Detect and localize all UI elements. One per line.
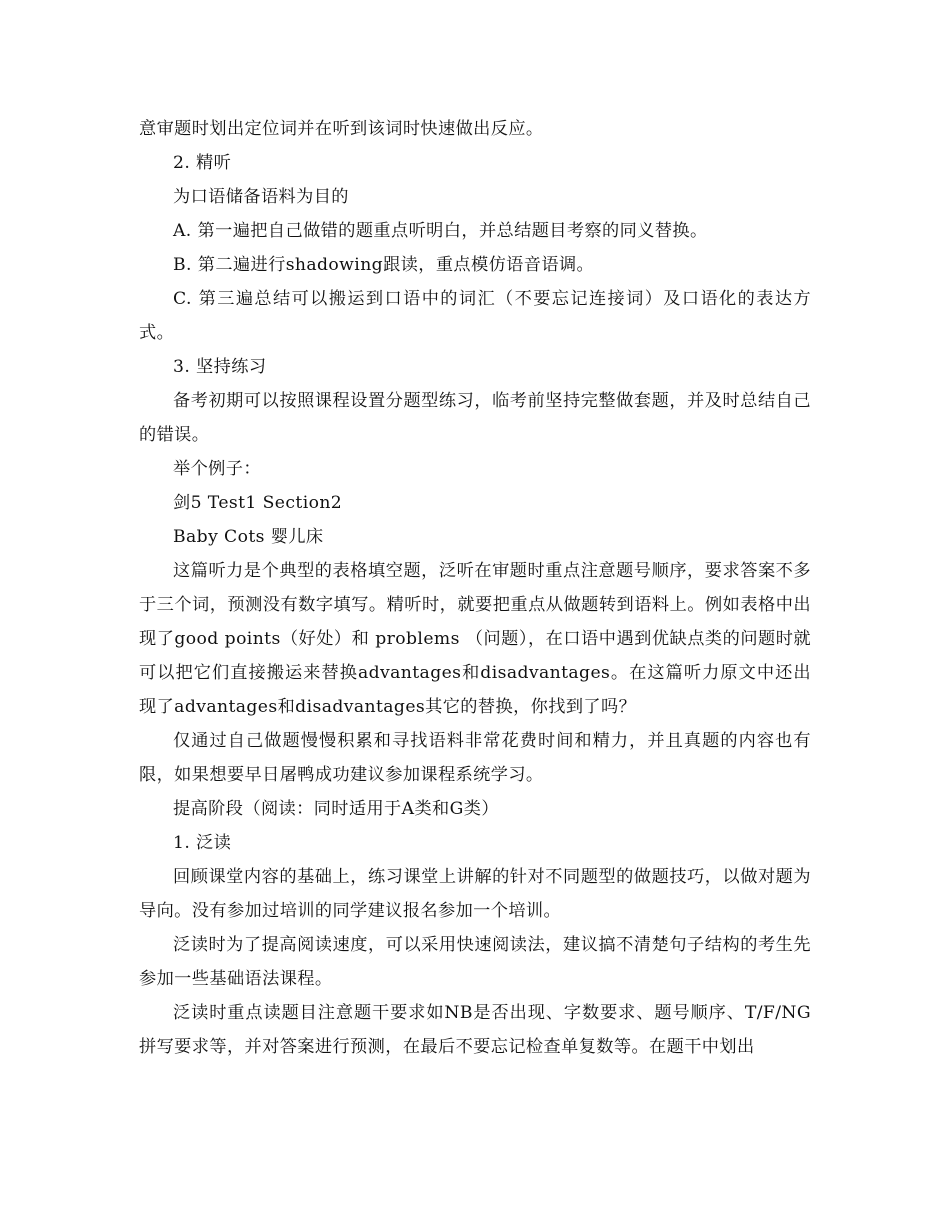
paragraph: 仅通过自己做题慢慢积累和寻找语料非常花费时间和精力，并且真题的内容也有限，如果想要早日屠鸭成功建议参加课程系统学习。 <box>139 731 811 785</box>
paragraph: 2. 精听 <box>173 153 232 173</box>
paragraph: 为口语储备语料为目的 <box>173 187 349 207</box>
paragraph: 提高阶段（阅读：同时适用于A类和G类） <box>173 799 499 819</box>
paragraph: 3. 坚持练习 <box>173 357 267 377</box>
paragraph: 举个例子： <box>173 459 261 479</box>
paragraph: 剑5 Test1 Section2 <box>173 493 343 513</box>
paragraph: A. 第一遍把自己做错的题重点听明白，并总结题目考察的同义替换。 <box>173 221 708 241</box>
paragraph: C. 第三遍总结可以搬运到口语中的词汇（不要忘记连接词）及口语化的表达方式。 <box>139 289 811 343</box>
paragraph: 意审题时划出定位词并在听到该词时快速做出反应。 <box>139 119 544 139</box>
paragraph: 回顾课堂内容的基础上，练习课堂上讲解的针对不同题型的做题技巧，以做对题为导向。没有参加过培训的同学建议报名参加一个培训。 <box>139 867 811 921</box>
paragraph: 泛读时为了提高阅读速度，可以采用快速阅读法，建议搞不清楚句子结构的考生先参加一些基础语法课程。 <box>139 935 811 989</box>
paragraph: B. 第二遍进行shadowing跟读，重点模仿语音语调。 <box>173 255 595 275</box>
paragraph: 这篇听力是个典型的表格填空题，泛听在审题时重点注意题号顺序，要求答案不多于三个词，预测没有数字填写。精听时，就要把重点从做题转到语料上。例如表格中出现了good points（好处）和 problems （问题），在口语中遇到优缺点类的问题时就可以把它们直接搬运来替换advantages和disadvantages。在这篇听力原文中还出现了advantages和disadvantages其它的替换，你找到了吗？ <box>139 561 811 717</box>
paragraph: Baby Cots 婴儿床 <box>173 527 324 547</box>
paragraph: 备考初期可以按照课程设置分题型练习，临考前坚持完整做套题，并及时总结自己的错误。 <box>139 391 811 445</box>
paragraph: 泛读时重点读题目注意题干要求如NB是否出现、字数要求、题号顺序、T/F/NG拼写要求等，并对答案进行预测，在最后不要忘记检查单复数等。在题干中划出 <box>139 1003 811 1057</box>
paragraph: 1. 泛读 <box>173 833 232 853</box>
document-body <box>139 112 811 1064</box>
